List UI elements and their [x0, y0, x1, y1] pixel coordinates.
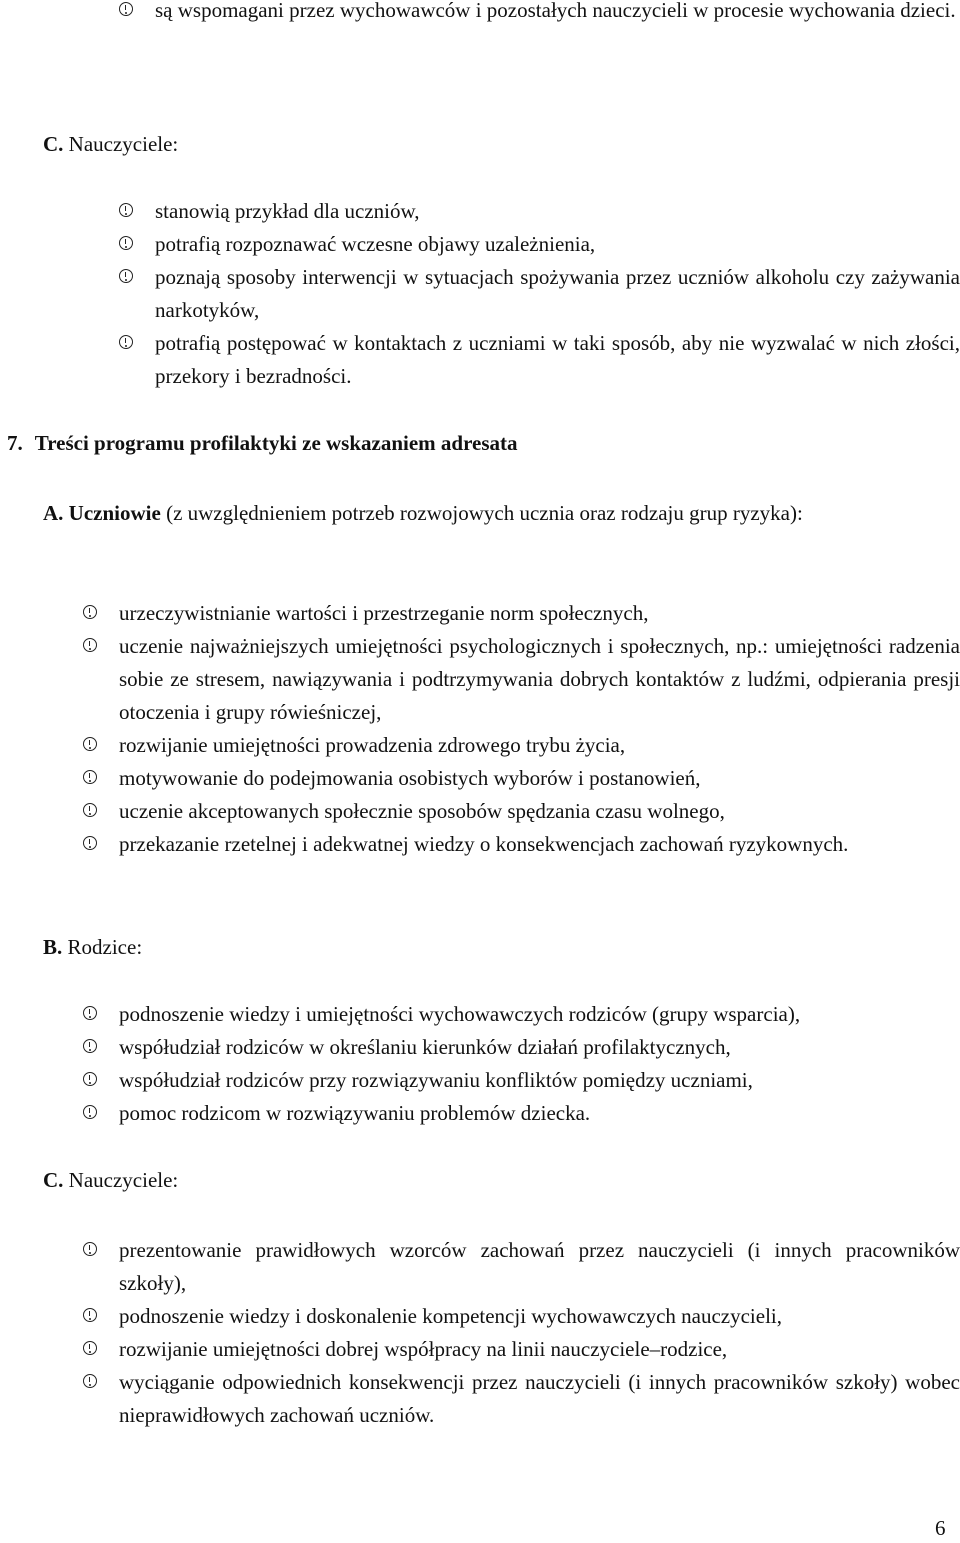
section-7-title: 7. Treści programu profilaktyki ze wskazaniem adresata	[7, 431, 518, 455]
clock-bullet-icon	[119, 335, 133, 349]
list-item: podnoszenie wiedzy i doskonalenie kompetencji wychowawczych nauczycieli,	[119, 1300, 960, 1333]
list-item: współudział rodziców w określaniu kierunków działań profilaktycznych,	[119, 1031, 960, 1064]
list-item: motywowanie do podejmowania osobistych wyborów i postanowień,	[119, 762, 960, 795]
list-item: podnoszenie wiedzy i umiejętności wychowawczych rodziców (grupy wsparcia),	[119, 998, 960, 1031]
clock-bullet-icon	[119, 2, 133, 16]
section-c2-heading: C. Nauczyciele:	[43, 1168, 179, 1192]
section-a-intro: A. Uczniowie (z uwzględnieniem potrzeb rozwojowych ucznia oraz rodzaju grup ryzyka):	[43, 501, 803, 525]
section-c2-list	[119, 1234, 960, 1432]
section-c1-heading: C. Nauczyciele:	[43, 132, 179, 156]
top-list	[155, 0, 960, 27]
clock-bullet-icon	[83, 836, 97, 850]
clock-bullet-icon	[83, 1374, 97, 1388]
list-item: współudział rodziców przy rozwiązywaniu konfliktów pomiędzy uczniami,	[119, 1064, 960, 1097]
list-item: są wspomagani przez wychowawców i pozostałych nauczycieli w procesie wychowania dzieci.	[155, 0, 960, 27]
clock-bullet-icon	[83, 1072, 97, 1086]
clock-bullet-icon	[119, 236, 133, 250]
list-item: prezentowanie prawidłowych wzorców zachowań przez nauczycieli (i innych pracowników szkoły),	[119, 1234, 960, 1300]
list-item: rozwijanie umiejętności prowadzenia zdrowego trybu życia,	[119, 729, 960, 762]
clock-bullet-icon	[119, 203, 133, 217]
clock-bullet-icon	[83, 803, 97, 817]
clock-bullet-icon	[83, 605, 97, 619]
clock-bullet-icon	[83, 737, 97, 751]
list-item: uczenie najważniejszych umiejętności psychologicznych i społecznych, np.: umiejętności radzenia sobie ze stresem, nawiązywania i podtrzymywania dobrych kontaktów z ludźmi, odpierania presji otoczenia i grupy rówieśniczej,	[119, 630, 960, 729]
list-item: stanowią przykład dla uczniów,	[155, 195, 960, 228]
page-number: 6	[935, 1516, 946, 1540]
clock-bullet-icon	[83, 1308, 97, 1322]
clock-bullet-icon	[83, 1105, 97, 1119]
section-a-list	[119, 597, 960, 861]
list-item: poznają sposoby interwencji w sytuacjach spożywania przez uczniów alkoholu czy zażywania narkotyków,	[155, 261, 960, 327]
clock-bullet-icon	[83, 1006, 97, 1020]
list-item: wyciąganie odpowiednich konsekwencji przez nauczycieli (i innych pracowników szkoły) wobec nieprawidłowych zachowań uczniów.	[119, 1366, 960, 1432]
clock-bullet-icon	[83, 1341, 97, 1355]
clock-bullet-icon	[83, 770, 97, 784]
section-b-list	[119, 998, 960, 1130]
clock-bullet-icon	[83, 638, 97, 652]
list-item: uczenie akceptowanych społecznie sposobów spędzania czasu wolnego,	[119, 795, 960, 828]
list-item: przekazanie rzetelnej i adekwatnej wiedzy o konsekwencjach zachowań ryzykownych.	[119, 828, 960, 861]
section-b-heading: B. Rodzice:	[43, 935, 143, 959]
section-c1-list	[155, 195, 960, 393]
clock-bullet-icon	[83, 1039, 97, 1053]
clock-bullet-icon	[119, 269, 133, 283]
list-item: rozwijanie umiejętności dobrej współpracy na linii nauczyciele–rodzice,	[119, 1333, 960, 1366]
clock-bullet-icon	[83, 1242, 97, 1256]
list-item: potrafią rozpoznawać wczesne objawy uzależnienia,	[155, 228, 960, 261]
list-item: pomoc rodzicom w rozwiązywaniu problemów dziecka.	[119, 1097, 960, 1130]
list-item: potrafią postępować w kontaktach z uczniami w taki sposób, aby nie wyzwalać w nich złości, przekory i bezradności.	[155, 327, 960, 393]
list-item: urzeczywistnianie wartości i przestrzeganie norm społecznych,	[119, 597, 960, 630]
